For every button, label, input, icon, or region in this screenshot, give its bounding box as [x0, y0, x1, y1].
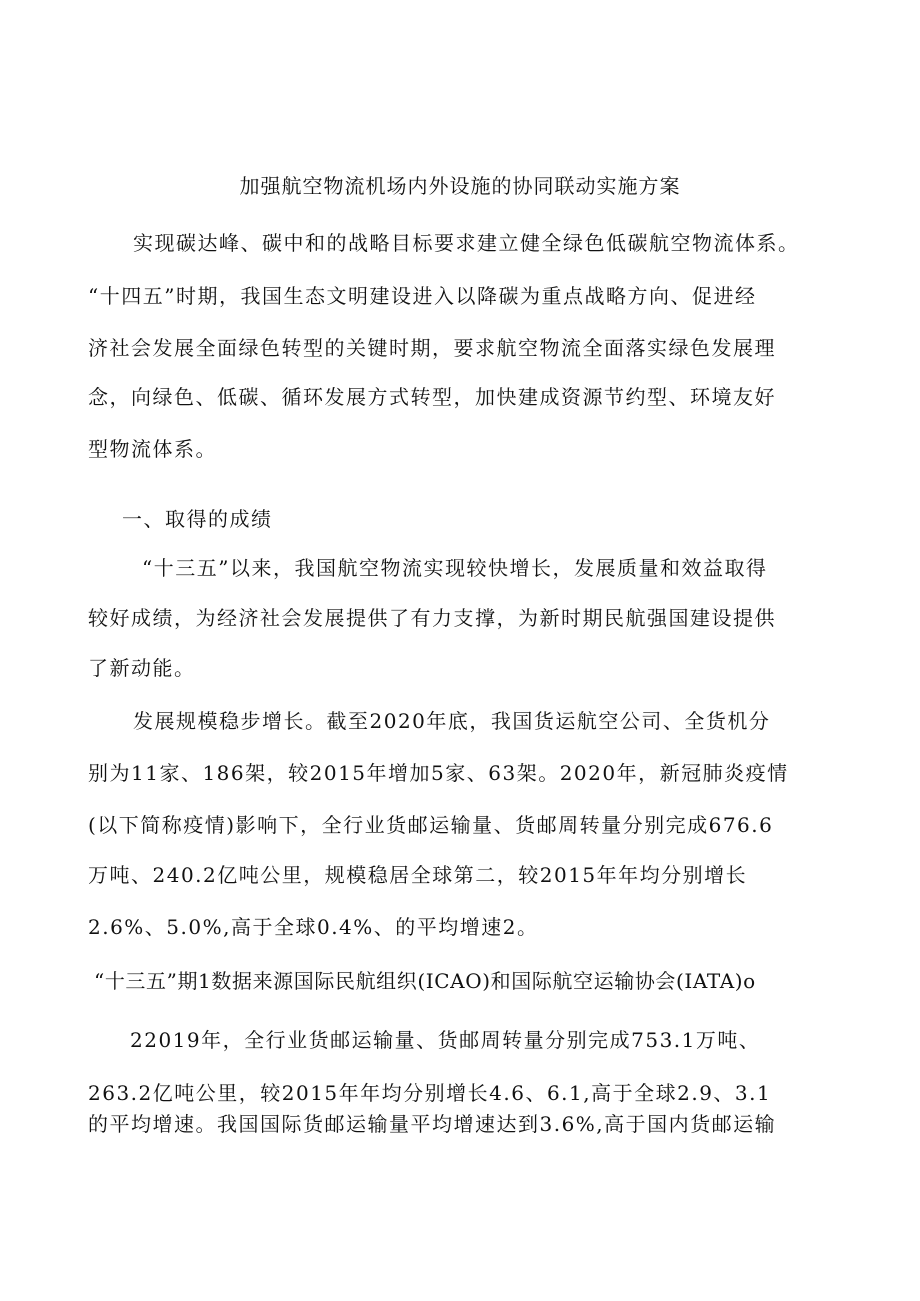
paragraph-line: “十四五”时期，我国生态文明建设进入以降碳为重点战略方向、促进经 — [88, 284, 757, 308]
paragraph-line: 济社会发展全面绿色转型的关键时期，要求航空物流全面落实绿色发展理 — [88, 336, 776, 360]
paragraph-line: (以下简称疫情)影响下，全行业货邮运输量、货邮周转量分别完成676.6 — [88, 813, 774, 837]
paragraph-line: 实现碳达峰、碳中和的战略目标要求建立健全绿色低碳航空物流体系。 — [133, 231, 800, 255]
section-heading: 一、取得的成绩 — [122, 507, 273, 531]
paragraph-line: 念，向绿色、低碳、循环发展方式转型，加快建成资源节约型、环境友好 — [88, 385, 776, 409]
paragraph-line: 22019年，全行业货邮运输量、货邮周转量分别完成753.1万吨、 — [130, 1028, 761, 1052]
paragraph-line: 263.2亿吨公里，较2015年年均分别增长4.6、6.1,高于全球2.9、3.1 — [88, 1081, 772, 1105]
paragraph-line: “十三五”以来，我国航空物流实现较快增长，发展质量和效益取得 — [142, 556, 768, 580]
paragraph-line: 较好成绩，为经济社会发展提供了有力支撑，为新时期民航强国建设提供 — [88, 606, 776, 630]
paragraph-line: 别为11家、186架，较2015年增加5家、63架。2020年，新冠肺炎疫情 — [88, 761, 789, 785]
footnote-line: “十三五”期1数据来源国际民航组织(ICAO)和国际航空运输协会(IATA)o — [94, 969, 756, 993]
paragraph-line: 发展规模稳步增长。截至2020年底，我国货运航空公司、全货机分 — [133, 709, 771, 733]
paragraph-line: 2.6%、5.0%,高于全球0.4%、的平均增速2。 — [88, 915, 539, 939]
paragraph-line: 型物流体系。 — [88, 437, 217, 461]
paragraph-line: 了新动能。 — [88, 656, 196, 680]
paragraph-line: 的平均增速。我国国际货邮运输量平均增速达到3.6%,高于国内货邮运输 — [88, 1112, 777, 1136]
document-title: 加强航空物流机场内外设施的协同联动实施方案 — [239, 174, 681, 198]
paragraph-line: 万吨、240.2亿吨公里，规模稳居全球第二，较2015年年均分别增长 — [88, 863, 748, 887]
